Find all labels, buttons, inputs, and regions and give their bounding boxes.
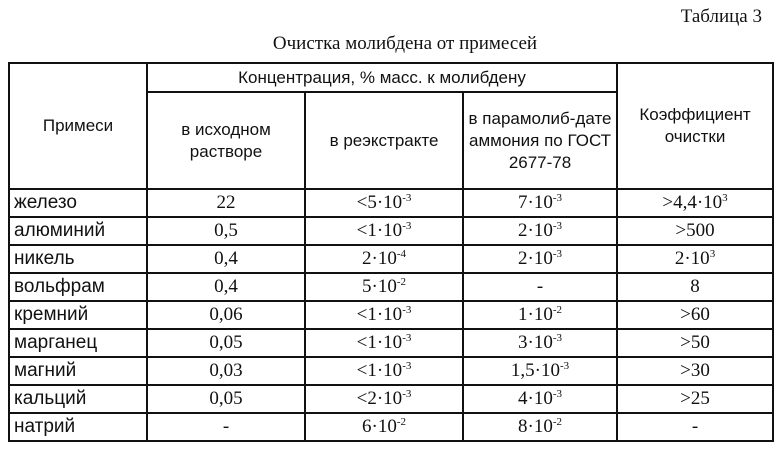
value-reextract: $<5\cdot 10^{-3}$ xyxy=(305,189,463,217)
value-initial: 22 xyxy=(147,189,305,217)
value-coefficient: $2\cdot 10^3$ xyxy=(617,245,773,273)
value-paramolybdate: $1,5\cdot 10^{-3}$ xyxy=(463,357,617,385)
table-title: Очистка молибдена от примесей xyxy=(272,33,538,54)
value-reextract: $5\cdot 10^{-2}$ xyxy=(305,273,463,301)
table-row xyxy=(9,245,773,273)
value-paramolybdate: $3\cdot 10^{-3}$ xyxy=(463,329,617,357)
impurity-name: магний xyxy=(9,357,147,385)
value-reextract: $<1\cdot 10^{-3}$ xyxy=(305,301,463,329)
table-row xyxy=(9,357,773,385)
value-initial: 0,06 xyxy=(147,301,305,329)
header-initial-solution: в исходном растворе xyxy=(147,92,305,189)
table-row xyxy=(9,329,773,357)
value-paramolybdate: $7\cdot 10^{-3}$ xyxy=(463,189,617,217)
header-paramolybdate: в парамолиб-дате аммония по ГОСТ 2677-78 xyxy=(463,92,617,189)
value-coefficient: >500 xyxy=(617,217,773,245)
table-row xyxy=(9,273,773,301)
value-initial: 0,05 xyxy=(147,329,305,357)
value-coefficient: $>4,4\cdot 10^3$ xyxy=(617,189,773,217)
table-row xyxy=(9,385,773,413)
impurity-name: кальций xyxy=(9,385,147,413)
header-purification-coefficient: Коэффициент очистки xyxy=(617,63,773,189)
impurity-name: алюминий xyxy=(9,217,147,245)
value-initial: 0,03 xyxy=(147,357,305,385)
table-row xyxy=(9,217,773,245)
impurity-name: вольфрам xyxy=(9,273,147,301)
value-coefficient: 8 xyxy=(617,273,773,301)
header-impurity: Примеси xyxy=(9,63,147,189)
header-reextract: в реэкстракте xyxy=(305,92,463,189)
value-coefficient: >50 xyxy=(617,329,773,357)
impurity-name: никель xyxy=(9,245,147,273)
value-initial: 0,4 xyxy=(147,245,305,273)
value-paramolybdate: $2\cdot 10^{-3}$ xyxy=(463,245,617,273)
impurity-name: натрий xyxy=(9,413,147,441)
value-paramolybdate: $8\cdot 10^{-2}$ xyxy=(463,413,617,441)
value-initial: 0,5 xyxy=(147,217,305,245)
value-paramolybdate: $4\cdot 10^{-3}$ xyxy=(463,385,617,413)
table-number-label: Таблица 3 xyxy=(680,6,762,27)
value-initial: 0,05 xyxy=(147,385,305,413)
value-paramolybdate: $2\cdot 10^{-3}$ xyxy=(463,217,617,245)
value-coefficient: >60 xyxy=(617,301,773,329)
purification-table xyxy=(8,62,774,442)
table-row xyxy=(9,413,773,441)
value-coefficient: - xyxy=(617,413,773,441)
table-row xyxy=(9,189,773,217)
value-initial: - xyxy=(147,413,305,441)
value-paramolybdate: $1\cdot 10^{-2}$ xyxy=(463,301,617,329)
impurity-name: кремний xyxy=(9,301,147,329)
value-paramolybdate: - xyxy=(463,273,617,301)
table-row xyxy=(9,301,773,329)
value-reextract: $<2\cdot 10^{-3}$ xyxy=(305,385,463,413)
value-reextract: $<1\cdot 10^{-3}$ xyxy=(305,217,463,245)
value-initial: 0,4 xyxy=(147,273,305,301)
value-reextract: $6\cdot 10^{-2}$ xyxy=(305,413,463,441)
value-coefficient: >30 xyxy=(617,357,773,385)
value-reextract: $<1\cdot 10^{-3}$ xyxy=(305,357,463,385)
value-reextract: $2\cdot 10^{-4}$ xyxy=(305,245,463,273)
header-concentration-group: Концентрация, % масс. к молибдену xyxy=(147,63,617,92)
value-coefficient: >25 xyxy=(617,385,773,413)
impurity-name: железо xyxy=(9,189,147,217)
value-reextract: $<1\cdot 10^{-3}$ xyxy=(305,329,463,357)
impurity-name: марганец xyxy=(9,329,147,357)
table-body xyxy=(9,189,773,441)
